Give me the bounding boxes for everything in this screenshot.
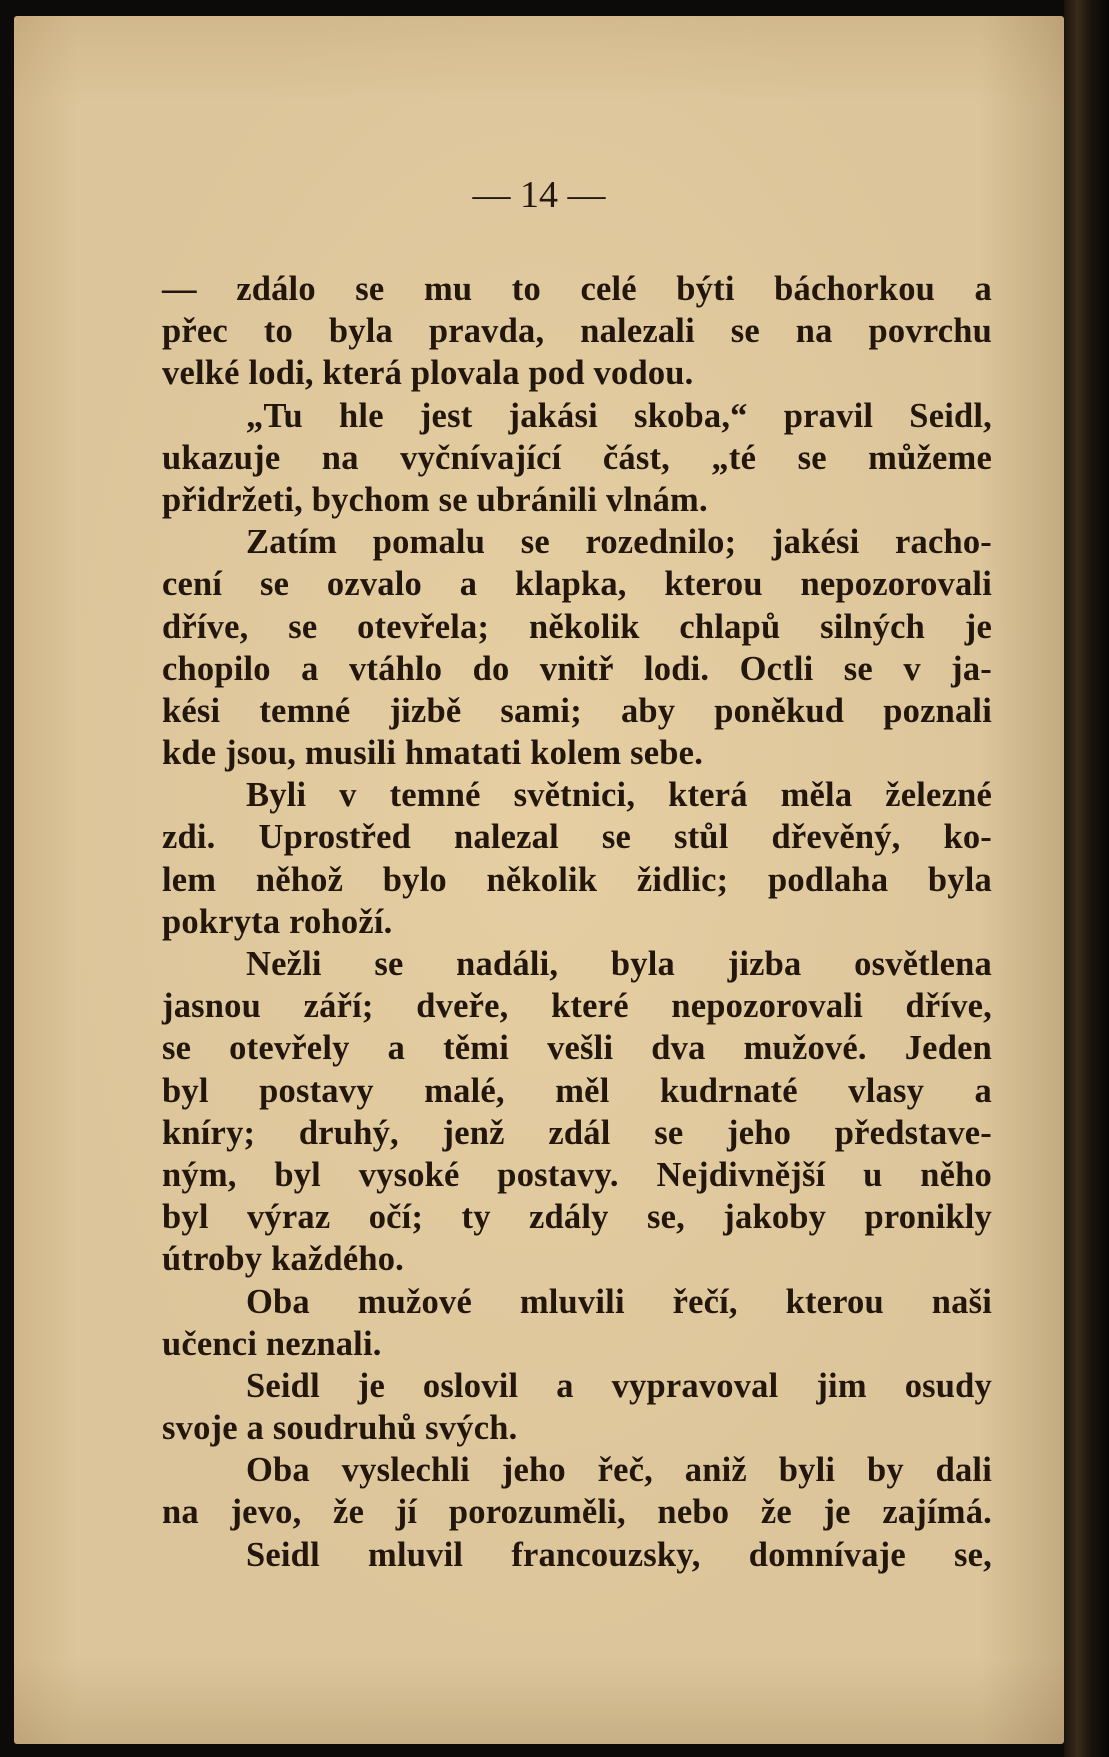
book-page (14, 16, 1064, 1744)
text-line: se otevřely a těmi vešli dva mužové. Jeden (162, 1029, 992, 1068)
text-line: Seidl je oslovil a vypravoval jim osudy (246, 1366, 992, 1405)
text-line: Byli v temné světnici, která měla železné (246, 776, 992, 815)
text-line: učenci neznali. (162, 1324, 382, 1363)
text-line: útroby každého. (162, 1240, 404, 1279)
text-line: na jevo, že jí porozuměli, nebo že je zajímá. (162, 1493, 992, 1532)
text-line: zdi. Uprostřed nalezal se stůl dřevěný, ko- (162, 818, 992, 857)
text-line: Zatím pomalu se rozednilo; jakési racho- (246, 523, 992, 562)
text-line: kde jsou, musili hmatati kolem sebe. (162, 734, 704, 773)
text-line: byl postavy malé, měl kudrnaté vlasy a (162, 1071, 992, 1110)
text-line: jasnou září; dveře, které nepozorovali dříve, (162, 987, 992, 1026)
text-line: — zdálo se mu to celé býti báchorkou a (162, 270, 992, 308)
text-line: velké lodi, která plovala pod vodou. (162, 354, 694, 393)
book-spine-edge (1064, 0, 1109, 1757)
text-line: ukazuje na vyčnívající část, „té se můžeme (162, 438, 992, 477)
page-number: — 14 — (472, 174, 606, 216)
text-line: dříve, se otevřela; několik chlapů silných je (162, 607, 992, 646)
text-line: přec to byla pravda, nalezali se na povrchu (162, 312, 992, 351)
text-line: kníry; druhý, jenž zdál se jeho představe- (162, 1113, 992, 1152)
text-line: byl výraz očí; ty zdály se, jakoby pronikly (162, 1198, 992, 1237)
text-line: cení se ozvalo a klapka, kterou nepozorovali (162, 565, 992, 604)
text-line: Seidl mluvil francouzsky, domnívaje se, (246, 1535, 992, 1574)
text-line: svoje a soudruhů svých. (162, 1409, 518, 1448)
text-line: ným, byl vysoké postavy. Nejdivnější u něho (162, 1155, 992, 1194)
text-line: lem něhož bylo několik židlic; podlaha byla (162, 860, 992, 899)
text-line: „Tu hle jest jakási skoba,“ pravil Seidl, (246, 396, 992, 435)
page-body-text (162, 268, 992, 1576)
text-line: Oba vyslechli jeho řeč, aniž byli by dali (246, 1451, 992, 1490)
text-line: Nežli se nadáli, byla jizba osvětlena (246, 945, 992, 983)
text-line: přidržeti, bychom se ubránili vlnám. (162, 480, 708, 519)
text-line: kési temné jizbě sami; aby poněkud poznali (162, 691, 992, 730)
text-line: Oba mužové mluvili řečí, kterou naši (246, 1282, 992, 1321)
text-line: chopilo a vtáhlo do vnitř lodi. Octli se v ja- (162, 649, 992, 688)
text-line: pokryta rohoží. (162, 902, 393, 941)
